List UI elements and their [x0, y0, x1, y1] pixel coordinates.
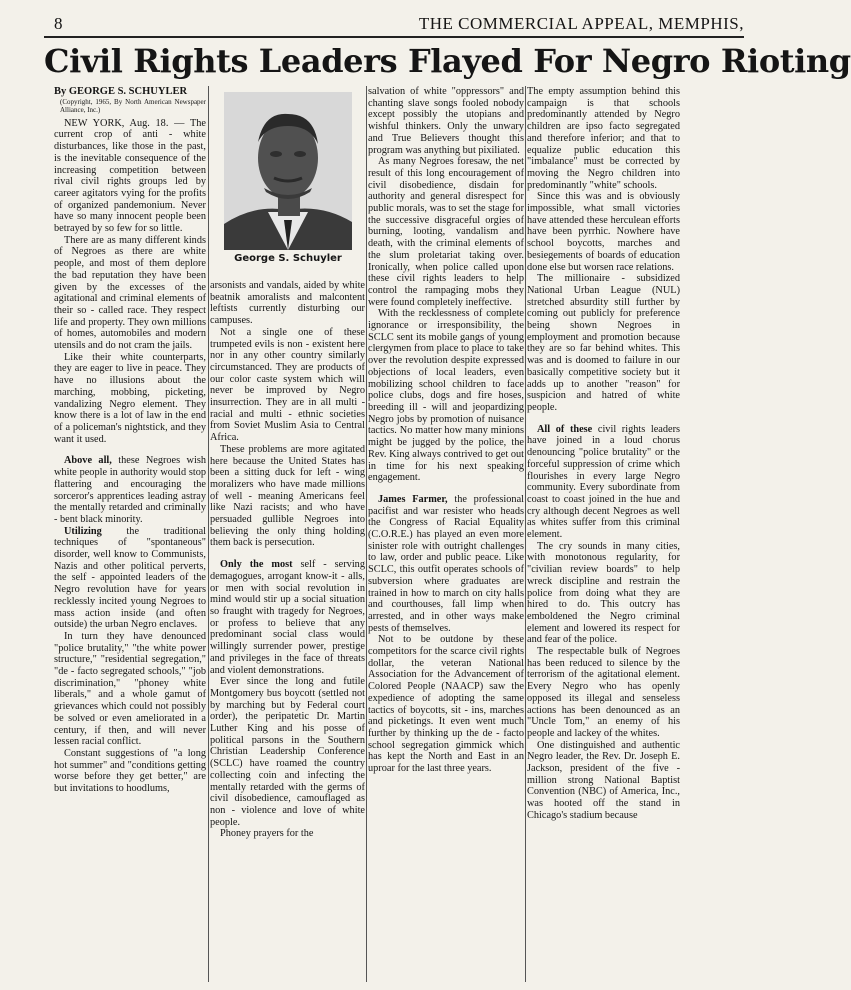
paragraph: Not a single one of these trumpeted evils is non - existent here nor in any other country similarly circumstanced. They are products of our color caste system which will never be improved by Negro insurrection. They are in all multi - racial and multi - ethnic societies from Soviet Muslim Asia to Central Africa.: [210, 326, 365, 444]
paragraph: With the recklessness of complete ignorance or irresponsibility, the SCLC sent its mobile gangs of young clergymen from place to place to take over the revolution despite expressed objections of local leaders, even mobilizing school children to face police clubs, dogs and fire hoses, breeding ill - will and jeopardizing Negro jobs by promotion of nuisance tactics. No matter how many minions might be jugged by the police, the Rev. King always contrived to get out in time for his next speaking engagement.: [368, 308, 524, 484]
paragraph: All of these civil rights leaders have joined in a loud chorus denouncing "police brutality" or the forceful suppression of crime which flourishes in every large Negro community. Every subordinate from coast to coast joined in the hue and cry although decent Negroes as well as whites suffer from this criminal element.: [527, 423, 681, 541]
paragraph: Constant suggestions of "a long hot summer" and "conditions getting worse before they get better," are but invitations to hoodlums,: [54, 747, 206, 795]
paragraph: arsonists and vandals, aided by white beatnik amoralists and malcontent leftists currently disturbing our campuses.: [210, 280, 365, 327]
paragraph: The cry sounds in many cities, with monotonous regularity, for "civilian review boards" to help wreck discipline and restrain the police from doing what they are hired to do. This outcry has emboldened the Negro criminal element and lowered its respect for and fear of the police.: [527, 540, 680, 646]
photo-caption: George S. Schuyler: [234, 253, 342, 264]
paragraph: The millionaire - subsidized National Urban League (NUL) stretched absurdity still further by coming out publicly for preference being shown Negroes in employment and promotion because they are so far behind whites. This was and is doomed to failure in our basically competitive society but it adds up to another "reason" for suspicion and hatred of white people.: [527, 273, 680, 413]
paragraph: Not to be outdone by these competitors for the scarce civil rights dollar, the veteran National Association for the Advancement of Colored People (NAACP) saw the expedience of adopting the same tactics of boycotts, sit - ins, marches and picketings. It even went much further by thinking up the de - facto school segregation gimmick which has kept the North and East in an uproar for the last three years.: [368, 634, 524, 775]
paragraph: salvation of white "oppressors" and chanting slave songs fooled nobody except possibly the utopians and wishful thinkers. Only the unwary and True Believers thought this program was anything but pixiliated.: [368, 86, 524, 156]
column-rule: [208, 86, 209, 982]
dateline: NEW YORK, Aug. 18. —: [64, 117, 185, 129]
paragraph-lead: Only the most: [220, 559, 293, 571]
article-column-3: [368, 86, 524, 984]
byline: By GEORGE S. SCHUYLER: [54, 86, 188, 97]
paragraph: Since this was and is obviously impossible, what small victories have attended these herculean efforts have been pyrrhic. Nowhere have school boycotts, marches and besiegements of boards of education done else but worsen race relations.: [527, 191, 680, 273]
paragraph: James Farmer, the professional pacifist and war resister who heads the Congress of Racial Equality (C.O.R.E.) has played an even more sinister role with outright challenges to law, order and public peace. Like SCLC, this outfit operates schools of subversion where graduates are trained in how to march on city halls and courthouses, fall limp when arrested, and in other ways make pests of themselves.: [368, 493, 524, 634]
page-header: [44, 14, 744, 38]
paragraph: Above all, these Negroes wish white people in authority would stop flattering and encouraging the sorceror's apprentices leading astray the mentally retarded and criminally - bent black minority.: [54, 455, 206, 525]
paragraph: The respectable bulk of Negroes has been reduced to silence by the terrorism of the agitational element. Every Negro who has openly opposed its illegal and senseless actions has been denounced as an "Uncle Tom," an enemy of his people and lackey of the whites.: [527, 646, 680, 739]
paragraph: Utilizing the traditional techniques of "spontaneous" disorder, well know to Communists, Nazis and other political perverts, the self - appointed leaders of the Negro revolution have for years recklessly incited young Negroes to mass action inside (and often outside) the urban Negro enclaves.: [54, 525, 206, 631]
paragraph: The empty assumption behind this campaign is that schools predominantly attended by Negro children are ipso facto segregated and therefore inferior; and that to equalize public education this "imbalance" must be corrected by moving the Negro children into predominantly "white" schools.: [527, 86, 680, 191]
paragraph: Like their white counterparts, they are eager to live in peace. They have no illusions about the marching, mobbing, picketing, vandalizing Negro element. They know there is a lot of law in the end of a policeman's nightstick, and they want it used.: [54, 351, 206, 445]
paragraph: In turn they have denounced "police brutality," "the white power structure," "residential segregation," "de - facto segregated schools," "job discrimination," "phoney white liberals," and a whole gamut of grievances which could not possibly be solved or even ameliorated in a century, if then, and will never lessen racial conflict.: [54, 630, 206, 748]
paragraph: There are as many different kinds of Negroes as there are white people, and most of them deplore the bad reputation they have been given by the excesses of the agitational and criminal elements of their so - called race. They respect life and property. They own millions of homes, automobiles and modern utensils and do not cram the jails.: [54, 234, 206, 352]
paragraph: Phoney prayers for the: [220, 828, 314, 840]
newspaper-name: THE COMMERCIAL APPEAL, MEMPHIS,: [418, 14, 744, 33]
article-column-4: [527, 86, 680, 984]
paragraph: Only the most self - serving demagogues, arrogant know-it - alls, or men with social revolution in mind would stir up a social situation so fraught with tragedy for Negroes, or profess to believe that any predominant social class would willingly surrender power, prestige and privileges in the face of threats and violent demonstrations.: [210, 559, 365, 676]
article-column-1: [54, 86, 206, 984]
author-photo: [224, 92, 352, 250]
paragraph: As many Negroes foresaw, the net result of this long encouragement of civil disobedience, disdain for authority and general disrespect for public morals, was to set the stage for the successive disgraceful orgies of burning, looting, vandalism and death, with the criminal elements of the slum proletariat taking over. Ironically, when police called upon these civil rights leaders to help control the rampaging mobs they were found completely ineffective.: [368, 156, 524, 308]
column-rule: [366, 86, 367, 982]
paragraph-lead: All of these: [537, 423, 593, 435]
paragraph: These problems are more agitated here because the United States has been a sitting duck for left - wing moralizers who have made millions of well - meaning Americans feel like Nazi racists; and who have persuaded gullible Negroes into believing the only thing holding them back is persecution.: [210, 443, 365, 549]
paragraph: NEW YORK, Aug. 18. — The current crop of anti - white disturbances, like those in the past, is the inevitable consequence of the increasing competition between rival civil rights groups led by career agitators vying for the profits of organized pandemonium. Never have so many innocent people been betrayed by so few for so little.: [54, 117, 206, 235]
paragraph-lead: Utilizing: [64, 525, 102, 537]
author-photo-box: [212, 88, 364, 276]
copyright-notice: (Copyright, 1965, By North American Newspaper Alliance, Inc.): [60, 97, 206, 114]
paragraph: One distinguished and authentic Negro leader, the Rev. Dr. Joseph E. Jackson, president of the five - million strong National Baptist Convention (NBC) of America, Inc., was hooted off the stand in Chicago's stadium because: [527, 739, 680, 821]
article-column-2: [210, 280, 365, 984]
paragraph: Ever since the long and futile Montgomery bus boycott (settled not by marching but by Federal court order), the peripatetic Dr. Martin Luther King and his posse of political parsons in the Southern Christian Leadership Conference (SCLC) have roamed the country collecting coin and infecting the mentally retarded with the germs of civil disobedience, camouflaged as non - violence and love of white people.: [210, 676, 365, 828]
page-number: 8: [54, 14, 63, 33]
paragraph-lead: Above all,: [64, 455, 112, 467]
paragraph-lead: James Farmer,: [378, 493, 448, 505]
headline: Civil Rights Leaders Flayed For Negro Rioting: [44, 42, 851, 80]
column-rule: [525, 86, 526, 982]
